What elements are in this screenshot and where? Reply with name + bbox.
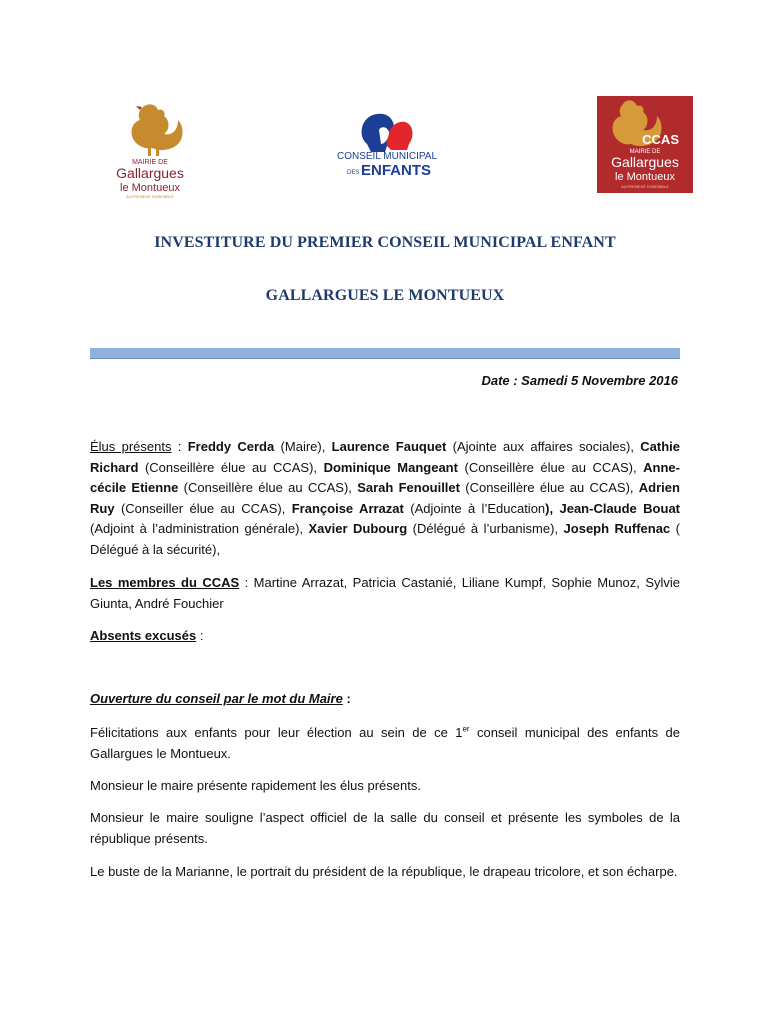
elu-name: Dominique Mangeant bbox=[323, 459, 458, 475]
elus-sep: : bbox=[171, 439, 188, 454]
ccas-members-list: : Martine Arrazat, Patricia Castanié, Liliane Kumpf, Sophie Munoz, Sylvie Giunta, André Fouchier bbox=[90, 575, 681, 611]
ccas-members-paragraph bbox=[90, 573, 680, 614]
svg-text:MAIRIE DE: MAIRIE DE bbox=[629, 149, 661, 155]
svg-text:Gallargues: Gallargues bbox=[611, 154, 679, 170]
elu-role: (Conseillère élue au CCAS), bbox=[457, 459, 644, 475]
elu-name: Anne-cécile Etienne bbox=[90, 459, 680, 495]
header-divider bbox=[90, 348, 680, 359]
absents-paragraph bbox=[90, 626, 680, 647]
p1-text-end: conseil municipal des enfants de Gallargues le Montueux. bbox=[90, 725, 680, 761]
ouverture-paragraph-3 bbox=[90, 808, 680, 849]
elu-name: Laurence Fauquet bbox=[331, 439, 447, 454]
svg-text:MAIRIE DE: MAIRIE DE bbox=[132, 159, 168, 166]
p3-text: Monsieur le maire souligne l’aspect officiel de la salle du conseil et présente les symboles de la république présents. bbox=[90, 810, 680, 846]
p4-text: Le buste de la Marianne, le portrait du président de la république, le drapeau tricolore, et son écharpe. bbox=[90, 864, 678, 879]
svg-text:CONSEIL MUNICIPAL: CONSEIL MUNICIPAL bbox=[336, 151, 438, 162]
elu-role: (Délégué à l’urbanisme), bbox=[407, 521, 564, 536]
p1-superscript: er bbox=[462, 724, 470, 734]
ouverture-paragraph-4 bbox=[90, 862, 680, 883]
elu-name: Sarah Fenouillet bbox=[357, 480, 460, 495]
mairie-logo bbox=[112, 100, 212, 198]
conseil-municipal-enfants-logo bbox=[305, 106, 470, 180]
elus-label: Élus présents bbox=[90, 439, 172, 454]
p2-text: Monsieur le maire présente rapidement les élus présents. bbox=[90, 778, 421, 793]
elu-role: (Adjointe à l’Education bbox=[403, 500, 546, 516]
ouverture-heading bbox=[90, 689, 680, 710]
ccas-logo bbox=[597, 96, 693, 193]
p1-text: Félicitations aux enfants pour leur élection au sein de ce 1 bbox=[90, 725, 463, 740]
elu-name: Françoise Arrazat bbox=[291, 500, 404, 516]
faces-icon bbox=[305, 106, 470, 180]
ouverture-title: Ouverture du conseil par le mot du Maire bbox=[90, 691, 343, 706]
svg-text:ENFANTS: ENFANTS bbox=[361, 162, 432, 179]
elu-name: Freddy Cerda bbox=[187, 439, 275, 454]
rooster-icon bbox=[112, 100, 212, 198]
svg-text:DES: DES bbox=[347, 170, 360, 176]
svg-text:CCAS: CCAS bbox=[642, 132, 679, 147]
svg-text:AUTREMENT ENSEMBLE: AUTREMENT ENSEMBLE bbox=[621, 184, 669, 189]
document-subtitle: GALLARGUES LE MONTUEUX bbox=[265, 287, 505, 304]
elu-name: Joseph Ruffenac bbox=[563, 521, 671, 536]
svg-text:le Montueux: le Montueux bbox=[120, 182, 180, 194]
absents-text: : bbox=[196, 628, 204, 643]
ouverture-paragraph-1 bbox=[90, 723, 680, 764]
elu-role: (Ajointe aux affaires sociales), bbox=[446, 439, 641, 454]
svg-text:AUTREMENT ENSEMBLE: AUTREMENT ENSEMBLE bbox=[126, 194, 174, 198]
absents-label: Absents excusés bbox=[90, 628, 197, 643]
svg-text:Gallargues: Gallargues bbox=[116, 165, 184, 181]
ouverture-title-suffix: : bbox=[342, 691, 351, 706]
meeting-date: Date : Samedi 5 Novembre 2016 bbox=[481, 373, 678, 388]
elus-presents-paragraph bbox=[90, 437, 680, 560]
document-title: INVESTITURE DU PREMIER CONSEIL MUNICIPAL ENFANT bbox=[154, 234, 616, 251]
elu-role: (Conseillère élue au CCAS), bbox=[138, 459, 324, 475]
elu-role: (Conseillère élue au CCAS), bbox=[178, 480, 358, 495]
elu-name: ), Jean-Claude Bouat bbox=[545, 500, 681, 516]
elu-role: (Maire), bbox=[274, 439, 332, 454]
ccas-label: Les membres du CCAS bbox=[90, 575, 240, 590]
elu-name: Adrien Ruy bbox=[90, 480, 680, 516]
elu-role: ( Délégué à la sécurité), bbox=[90, 521, 680, 557]
ouverture-paragraph-2 bbox=[90, 776, 680, 797]
svg-text:le Montueux: le Montueux bbox=[615, 171, 675, 183]
elu-role: (Conseiller élue au CCAS), bbox=[114, 500, 292, 516]
elu-name: Cathie Richard bbox=[90, 439, 681, 475]
elu-name: Xavier Dubourg bbox=[308, 521, 408, 536]
rooster-icon bbox=[597, 96, 693, 193]
elu-role: (Adjoint à l’administration générale), bbox=[90, 521, 309, 536]
elu-role: (Conseillère élue au CCAS), bbox=[459, 480, 639, 495]
